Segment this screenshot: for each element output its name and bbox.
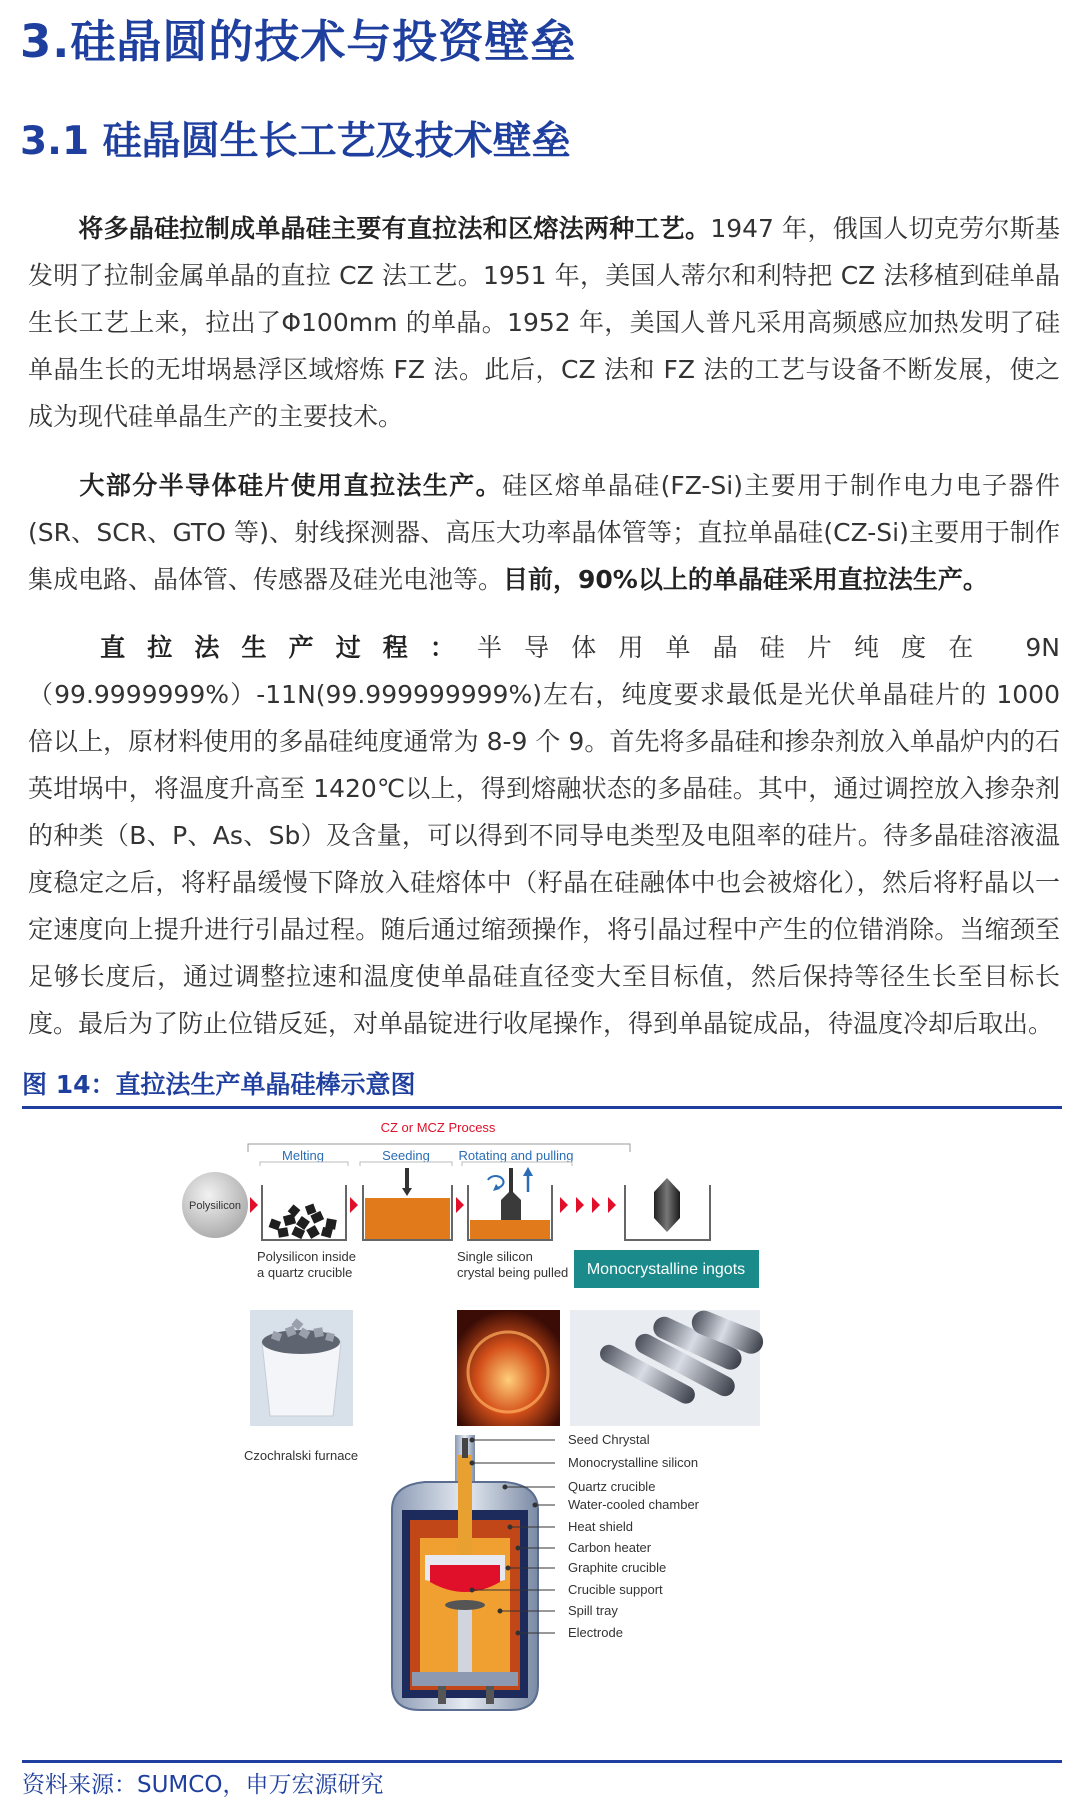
paragraph-process-body: 半导体用单晶硅片纯度在 9N（99.9999999%）-11N(99.999999999%)左右，纯度要求最低是光伏单晶硅片的 1000 倍以上，原材料使用的多晶硅纯度通常为 8-9 个 9。首先将多晶硅和掺杂剂放入单晶炉内的石英坩埚中，将温度升高至 1420℃以上，得到熔融状态的多晶硅。其中，通过调控放入掺杂剂的种类（B、P、As、Sb）及含量，可以得到不同导电类型及电阻率的硅片。待多晶硅溶液温度稳定之后，将籽晶缓慢下降放入硅熔体中（籽晶在硅融体中也会被熔化），然后将籽晶以一定速度向上提升进行引晶过程。随后通过缩颈操作，将引晶过程中产生的位错消除。当缩颈至足够长度后，通过调整拉速和温度使单晶硅直径变大至目标值，然后保持等径生长至目标长度。最后为了防止位错反延，对单晶锭进行收尾操作，得到单晶锭成品，待温度冷却后取出。 bbox=[28, 633, 1060, 1038]
figure-top-rule bbox=[22, 1106, 1062, 1109]
part-seed-crystal: Seed Chrystal bbox=[568, 1432, 650, 1447]
subsection-heading: 3.1 硅晶圆生长工艺及技术壁垒 bbox=[20, 119, 571, 164]
caption-pulled-line1: Single silicon bbox=[457, 1249, 533, 1264]
part-heat-shield: Heat shield bbox=[568, 1519, 634, 1534]
arrows-to-ingot bbox=[560, 1197, 616, 1213]
process-title: CZ or MCZ Process bbox=[380, 1120, 496, 1135]
paragraph-usage-conclusion: 目前，90%以上的单晶硅采用直拉法生产。 bbox=[503, 565, 988, 594]
part-crucible-support: Crucible support bbox=[568, 1582, 663, 1597]
paragraph-methods-lead: 将多晶硅拉制成单晶硅主要有直拉法和区熔法两种工艺。 bbox=[78, 214, 711, 243]
arrow-icon bbox=[250, 1197, 258, 1213]
caption-pulled-line2: crystal being pulled bbox=[457, 1265, 569, 1280]
caption-crucible-line1: Polysilicon inside bbox=[257, 1249, 356, 1264]
pull-up-arrowhead-icon bbox=[523, 1167, 533, 1176]
arrow-icon bbox=[350, 1197, 358, 1213]
figure-bottom-rule bbox=[22, 1760, 1062, 1763]
part-water-cooled-chamber: Water-cooled chamber bbox=[568, 1497, 700, 1512]
paragraph-process bbox=[28, 624, 1060, 1047]
paragraph-usage bbox=[28, 462, 1060, 603]
seed-tip bbox=[402, 1188, 412, 1196]
furnace-cutaway bbox=[392, 1435, 538, 1710]
section-heading: 3.硅晶圆的技术与投资壁垒 bbox=[20, 15, 577, 68]
part-electrode: Electrode bbox=[568, 1625, 623, 1640]
part-carbon-heater: Carbon heater bbox=[568, 1540, 652, 1555]
paragraph-usage-lead: 大部分半导体硅片使用直拉法生产。 bbox=[78, 471, 503, 500]
part-spill-tray: Spill tray bbox=[568, 1603, 618, 1618]
seed-rod bbox=[405, 1168, 409, 1188]
polysilicon-chunks bbox=[269, 1204, 337, 1240]
part-quartz-crucible: Quartz crucible bbox=[568, 1479, 656, 1494]
paragraph-usage-body: 硅区熔单晶硅(FZ-Si)主要用于制作电力电子器件(SR、SCR、GTO 等)、射线探测器、高压大功率晶体管等；直拉单晶硅(CZ-Si)主要用于制作集成电路、晶体管、传感器及硅光电池等。 bbox=[28, 471, 1060, 594]
cz-process-figure bbox=[189, 1110, 900, 1755]
step-rotating-pulling: Rotating and pulling bbox=[458, 1148, 574, 1163]
paragraph-methods-body: 1947 年，俄国人切克劳尔斯基发明了拉制金属单晶的直拉 CZ 法工艺。1951 年，美国人蒂尔和利特把 CZ 法移植到硅单晶生长工艺上来，拉出了Φ100mm 的单晶。1952 年，美国人普凡采用高频感应加热发明了硅单晶生长的无坩埚悬浮区域熔炼 FZ 法。此后，CZ 法和 FZ 法的工艺与设备不断发展，使之成为现代硅单晶生产的主要技术。 bbox=[28, 214, 1060, 431]
step-melting: Melting bbox=[282, 1148, 324, 1163]
paragraph-methods bbox=[28, 205, 1060, 440]
polysilicon-label: Polysilicon bbox=[189, 1200, 241, 1212]
melt-seeding bbox=[365, 1198, 450, 1239]
melt-pulling bbox=[470, 1220, 550, 1239]
result-label: Monocrystalline ingots bbox=[586, 1261, 746, 1278]
furnace-part-labels bbox=[568, 1432, 700, 1640]
photo-furnace-glow bbox=[457, 1310, 560, 1426]
furnace-label: Czochralski furnace bbox=[244, 1448, 359, 1463]
growing-crystal bbox=[501, 1192, 521, 1220]
part-monocrystalline-silicon: Monocrystalline silicon bbox=[568, 1455, 699, 1470]
step-seeding: Seeding bbox=[382, 1148, 430, 1163]
caption-crucible-line2: a quartz crucible bbox=[257, 1265, 353, 1280]
part-graphite-crucible: Graphite crucible bbox=[568, 1560, 667, 1575]
arrow-icon bbox=[456, 1197, 464, 1213]
ingot-shape bbox=[654, 1178, 680, 1232]
paragraph-process-lead: 直拉法生产过程： bbox=[78, 633, 478, 662]
source-note: 资料来源：SUMCO，申万宏源研究 bbox=[22, 1772, 384, 1798]
figure-title: 图 14：直拉法生产单晶硅棒示意图 bbox=[22, 1070, 416, 1099]
pull-rod bbox=[509, 1168, 513, 1193]
